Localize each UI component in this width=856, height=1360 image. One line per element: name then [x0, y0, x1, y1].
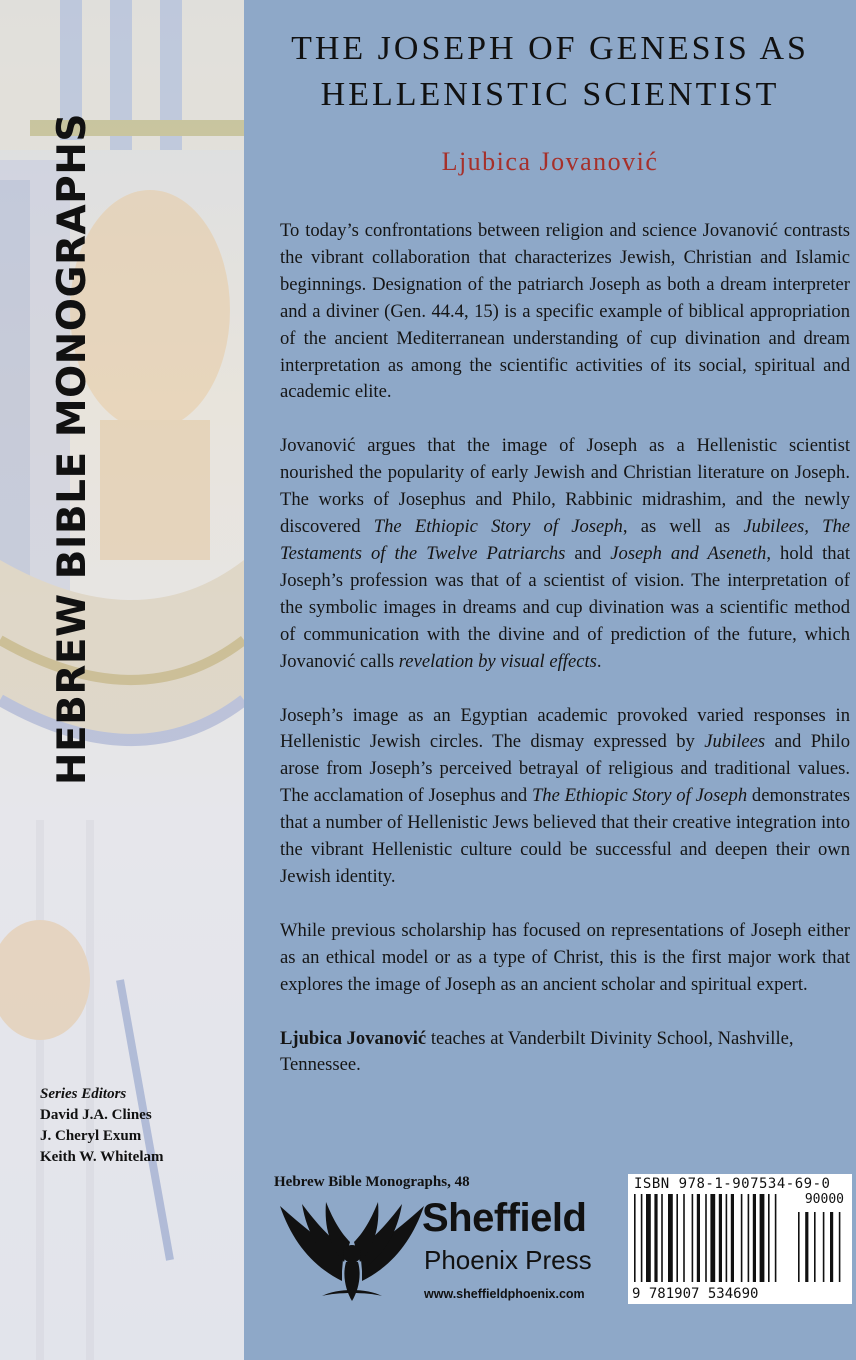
back-cover-main	[244, 0, 856, 1360]
barcode-box	[628, 1174, 852, 1304]
book-title-line: THE JOSEPH OF GENESIS AS	[291, 30, 809, 67]
price-code: 90000	[804, 1192, 844, 1207]
blurb-paragraph: Joseph’s image as an Egyptian academic provoked varied responses in Hellenistic Jewish circles. The dismay expressed by Jubilees and Philo arose from Joseph’s perceived betrayal of religious and traditional values. The acclamation of Josephus and The Ethiopic Story of Joseph demonstrates that a number of Hellenistic Jews believed that their creative integration into the vibrant Hellenistic culture could be successful and deepen their own Jewish identity.	[280, 704, 851, 887]
book-author: Ljubica Jovanović	[441, 147, 659, 176]
publisher-subtitle: Phoenix Press	[424, 1245, 592, 1275]
blurb-paragraph: While previous scholarship has focused on representations of Joseph either as an ethical model or as a type of Christ, this is the first major work that explores the image of Joseph as an ancient scholar and spiritual expert.	[280, 919, 850, 995]
isbn-text: ISBN 978-1-907534-69-0	[634, 1176, 831, 1192]
book-title-line: HELLENISTIC SCIENTIST	[320, 76, 780, 113]
editor-name: Keith W. Whitelam	[40, 1149, 164, 1165]
barcode-number: 9 781907 534690	[632, 1286, 759, 1302]
blurb-paragraph: To today’s confrontations between religion and science Jovanović contrasts the vibrant collaboration that characterizes Jewish, Christian and Islamic beginnings. Designation of the patriarch Joseph as both a dream interpreter and a diviner (Gen. 44.4, 15) is a specific example of biblical appropriation of the ancient Mediterranean understanding of cup divination and dream interpretation as among the scientific activities of its social, spiritual and academic elite.	[280, 220, 850, 403]
publisher-url: www.sheffieldphoenix.com	[424, 1287, 585, 1301]
editor-name: J. Cheryl Exum	[40, 1128, 142, 1144]
author-bio: Ljubica Jovanović teaches at Vanderbilt Divinity School, Nashville, Tennessee.	[280, 1027, 794, 1076]
series-editors-heading: Series Editors	[40, 1086, 127, 1102]
series-number: Hebrew Bible Monographs, 48	[274, 1174, 470, 1190]
left-panel	[0, 0, 244, 1360]
series-editors	[40, 1084, 230, 1168]
series-spine-title-text: HEBREW BIBLE MONOGRAPHS	[49, 112, 95, 786]
editor-name: David J.A. Clines	[40, 1107, 152, 1123]
book-title	[244, 26, 856, 118]
blurb	[280, 218, 850, 1106]
barcode-icon	[632, 1194, 848, 1288]
series-spine-title	[49, 34, 95, 864]
blurb-paragraph: Jovanović argues that the image of Joseph as a Hellenistic scientist nourished the popularity of early Jewish and Christian literature on Joseph. The works of Josephus and Philo, Rabbinic midrashim, and the newly discovered The Ethiopic Story of Joseph, as well as Jubilees, The Testaments of the Twelve Patriarchs and Joseph and Aseneth, hold that Joseph’s profession was that of a scientist of vision. The interpretation of the symbolic images in dreams and cup divination was a scientific method of communication with the divine and of prediction of the future, which Jovanović calls revelation by visual effects.	[280, 435, 850, 672]
publisher-name: Sheffield	[422, 1196, 587, 1240]
